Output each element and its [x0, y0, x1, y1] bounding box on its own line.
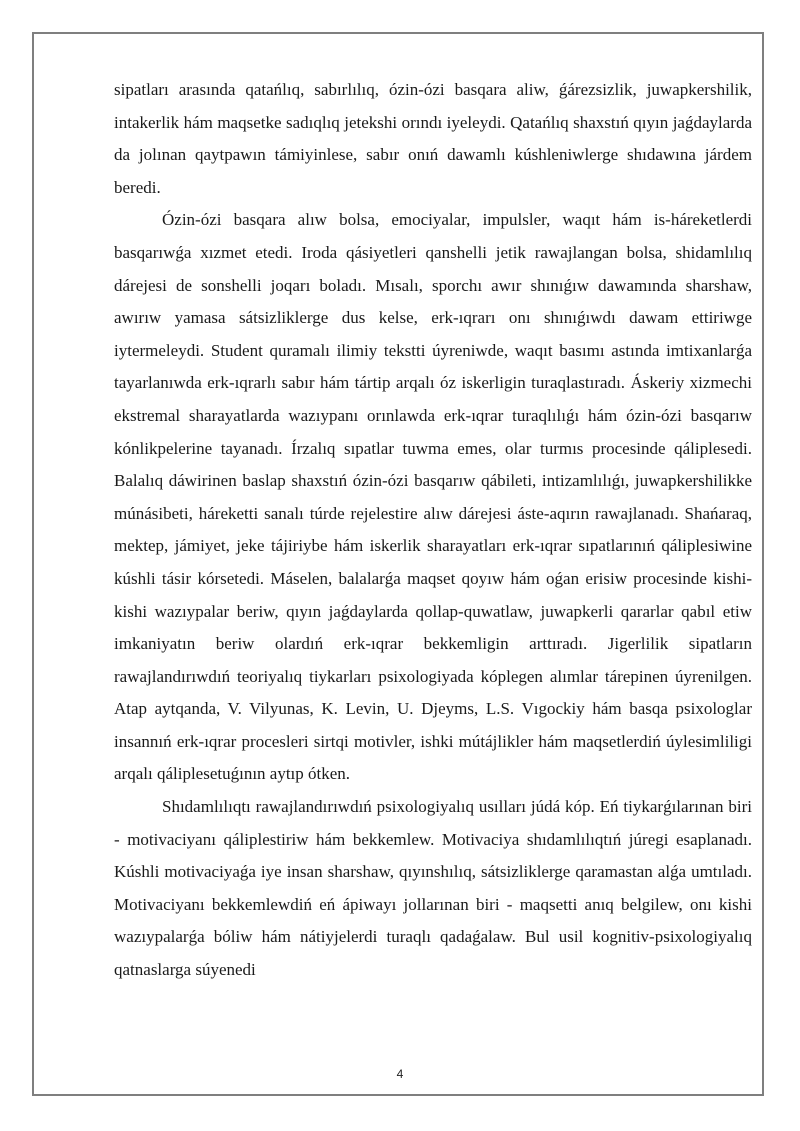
page-number: 4 — [396, 1067, 404, 1081]
document-body — [114, 74, 752, 987]
paragraph-3: Shıdamlılıqtı rawajlandırıwdıń psixologiyalıq usılları júdá kóp. Eń tiykarǵılarınan biri - motivaciyanı qáliplestiriw hám bekkemlew. Motivaciya shıdamlılıqtıń júregi esaplanadı. Kúshli motivaciyaǵa iye insan sharshaw, qıyınshılıq, sátsizliklerge qaramastan alǵa umtıladı. Motivaciyanı bekkemlewdiń eń ápiwayı jollarınan biri - maqsetti anıq belgilew, onı kishi wazıypalarǵa bóliw hám nátiyjelerdi turaqlı qadaǵalaw. Bul usil kognitiv-psixologiyalıq qatnaslarga súyenedi — [114, 797, 752, 980]
paragraph-1: sipatları arasında qatańlıq, sabırlılıq, ózin-ózi basqara aliw, ǵárezsizlik, juwapkershilik, intakerlik hám maqsetke sadıqlıq jetekshi orındı iyeleydi. Qatańlıq shaxstıń qıyın jaǵdaylarda da jolınan qaytpawın támiyinlese, sabır onıń dawamlı kúshleniwlerge shıdawına járdem beredi. — [114, 80, 752, 197]
paragraph-2: Ózin-ózi basqara alıw bolsa, emociyalar, impulsler, waqıt hám is-háreketlerdi basqarıwǵa xızmet etedi. Iroda qásiyetleri qanshelli jetik rawajlangan bolsa, shidamlılıq dárejesi de sonshelli joqarı boladı. Mısalı, sporchı awır shınıǵıw dawamında sharshaw, awırıw yamasa sátsizliklerge dus kelse, erk-ıqrarı onı shınıǵıwdı dawam ettiriwge iytermeleydi. Student quramalı ilimiy tekstti úyreniwde, waqıt basımı astında imtixanlarǵa tayarlanıwda erk-ıqrarlı sabır hám tártip arqalı óz iskerligin turaqlastıradı. Áskeriy xizmechi ekstremal sharayatlarda wazıypanı orınlawda erk-ıqrar turaqlılıǵı hám ózin-ózi basqarıw kónlikpelerine tayanadı. Írzalıq sıpatlar tuwma emes, olar turmıs procesinde qáliplesedi. Balalıq dáwirinen baslap shaxstıń ózin-ózi basqarıw qábileti, intizamlılıǵı, juwapkershilikke múnásibeti, háreketti sanalı túrde rejelestire alıw dárejesi áste-aqırın rawajlanadı. Shańaraq, mektep, jámiyet, jeke tájiriybe hám iskerlik sharayatları erk-ıqrar sıpatlarınıń qáliplesiwine kúshli tásir kórsetedi. Máselen, balalarǵa maqset qoyıw hám oǵan erisiw procesinde kishi-kishi wazıypalar beriw, qıyın jaǵdaylarda qollap-quwatlaw, juwapkerli qararlar qabıl etiw imkaniyatın beriw olardıń erk-ıqrar bekkemligin arttıradı. Jigerlilik sipatların rawajlandırıwdıń teoriyalıq tiykarları psixologiyada kóplegen alımlar tárepinen úyrenilgen. Atap aytqanda, V. Vilyunas, K. Levin, U. Djeyms, L.S. Vıgockiy hám basqa psixologlar insannıń erk-ıqrar procesleri sirtqi motivler, ishki mútájlikler hám maqsetlerdiń úylesimliligi arqalı qáliplesetuǵının aytıp ótken. — [114, 210, 752, 784]
